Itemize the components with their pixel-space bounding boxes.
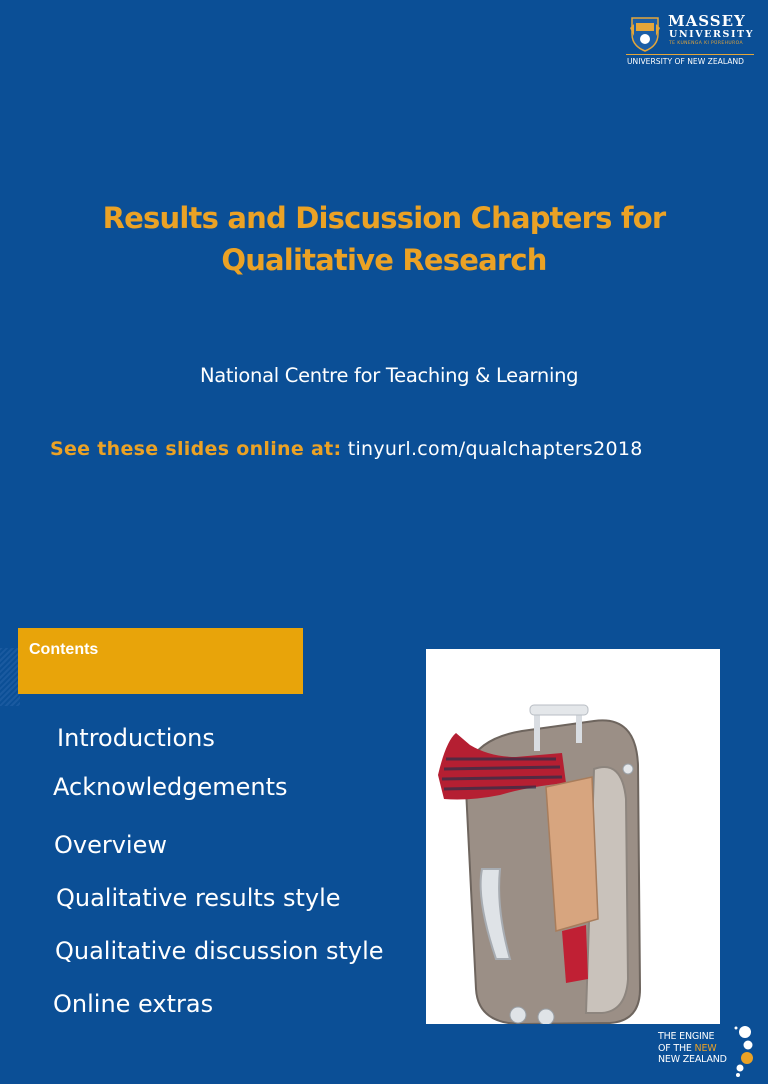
logo-tagline: UNIVERSITY OF NEW ZEALAND (627, 57, 744, 66)
engine-new: NEW (694, 1042, 717, 1054)
title-slide (0, 0, 768, 512)
crest-icon (628, 14, 662, 52)
dots-icon (732, 1024, 758, 1080)
contents-item[interactable]: Qualitative discussion style (55, 937, 384, 965)
slide-title-line2: Qualitative Research (221, 243, 547, 277)
logo-university: UNIVERSITY (669, 29, 755, 40)
engine-line1: THE ENGINE (658, 1031, 715, 1042)
contents-item[interactable]: Qualitative results style (56, 884, 341, 912)
engine-tagline (658, 1024, 758, 1084)
contents-item[interactable]: Acknowledgements (53, 773, 288, 801)
contents-shadow (0, 648, 20, 706)
logo-maori-name: TE KUNENGA KI PŪREHUROA (669, 41, 743, 46)
online-label: See these slides online at: (50, 438, 342, 460)
slide-title-line1: Results and Discussion Chapters for (102, 201, 666, 235)
contents-item[interactable]: Introductions (57, 724, 215, 752)
contents-item[interactable]: Online extras (53, 990, 214, 1018)
contents-item[interactable]: Overview (54, 831, 167, 859)
contents-banner (18, 628, 303, 694)
engine-line3: NEW ZEALAND (658, 1054, 727, 1065)
contents-slide (0, 512, 768, 1065)
slide-subtitle: National Centre for Teaching & Learning (200, 364, 579, 387)
slide-title (40, 197, 728, 281)
logo-rule (626, 54, 754, 55)
online-url[interactable]: tinyurl.com/qualchapters2018 (347, 438, 643, 460)
engine-line2: OF THE NEW (658, 1042, 717, 1054)
suitcase-icon (426, 649, 720, 1024)
contents-heading: Contents (29, 641, 99, 658)
logo-name: MASSEY (668, 12, 746, 30)
suitcase-photo (426, 649, 720, 1024)
online-link-line (50, 438, 643, 460)
massey-logo (626, 12, 756, 68)
